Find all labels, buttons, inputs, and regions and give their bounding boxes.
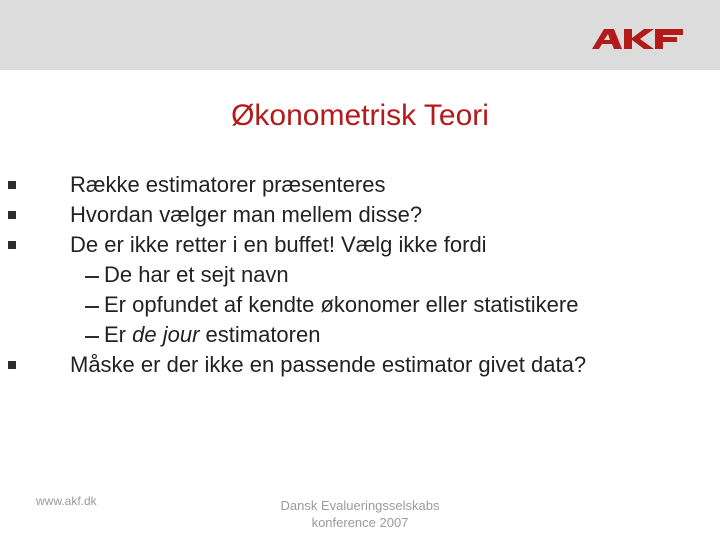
- bullet-icon: [8, 181, 16, 189]
- akf-logo: [592, 27, 684, 57]
- bullet-icon: [8, 211, 16, 219]
- sub-list-item-text: [104, 320, 320, 350]
- sub-list-item-text: Er opfundet af kendte økonomer eller statistikere: [104, 292, 579, 317]
- dash-icon: [85, 276, 99, 278]
- bullet-icon: [8, 361, 16, 369]
- list-item-text: Måske er der ikke en passende estimator givet data?: [70, 352, 587, 377]
- dash-icon: [85, 336, 99, 338]
- slide-title: Økonometrisk Teori: [231, 99, 489, 132]
- list-item-text: Række estimatorer præsenteres: [70, 172, 386, 197]
- sub-list-item: [0, 260, 720, 290]
- sub-list-item-text: De har et sejt navn: [104, 262, 289, 287]
- dash-icon: [85, 306, 99, 308]
- list-item: [0, 350, 720, 380]
- footer-event-line1: Dansk Evalueringsselskabs: [280, 498, 440, 513]
- list-item-text: De er ikke retter i en buffet! Vælg ikke fordi: [70, 232, 487, 257]
- sub-item-prefix: Er: [104, 322, 133, 347]
- list-item: [0, 200, 720, 230]
- sub-item-suffix: estimatoren: [199, 322, 321, 347]
- list-item: [0, 170, 720, 200]
- footer-url: www.akf.dk: [36, 494, 97, 508]
- sub-list-item: [0, 290, 720, 320]
- list-item-text: Hvordan vælger man mellem disse?: [70, 202, 423, 227]
- bullet-icon: [8, 241, 16, 249]
- sub-list-item: [0, 320, 720, 350]
- footer-event: [230, 497, 490, 531]
- sub-item-italic: de jour: [132, 322, 200, 347]
- list-item: [0, 230, 720, 260]
- footer-event-line2: konference 2007: [311, 515, 409, 530]
